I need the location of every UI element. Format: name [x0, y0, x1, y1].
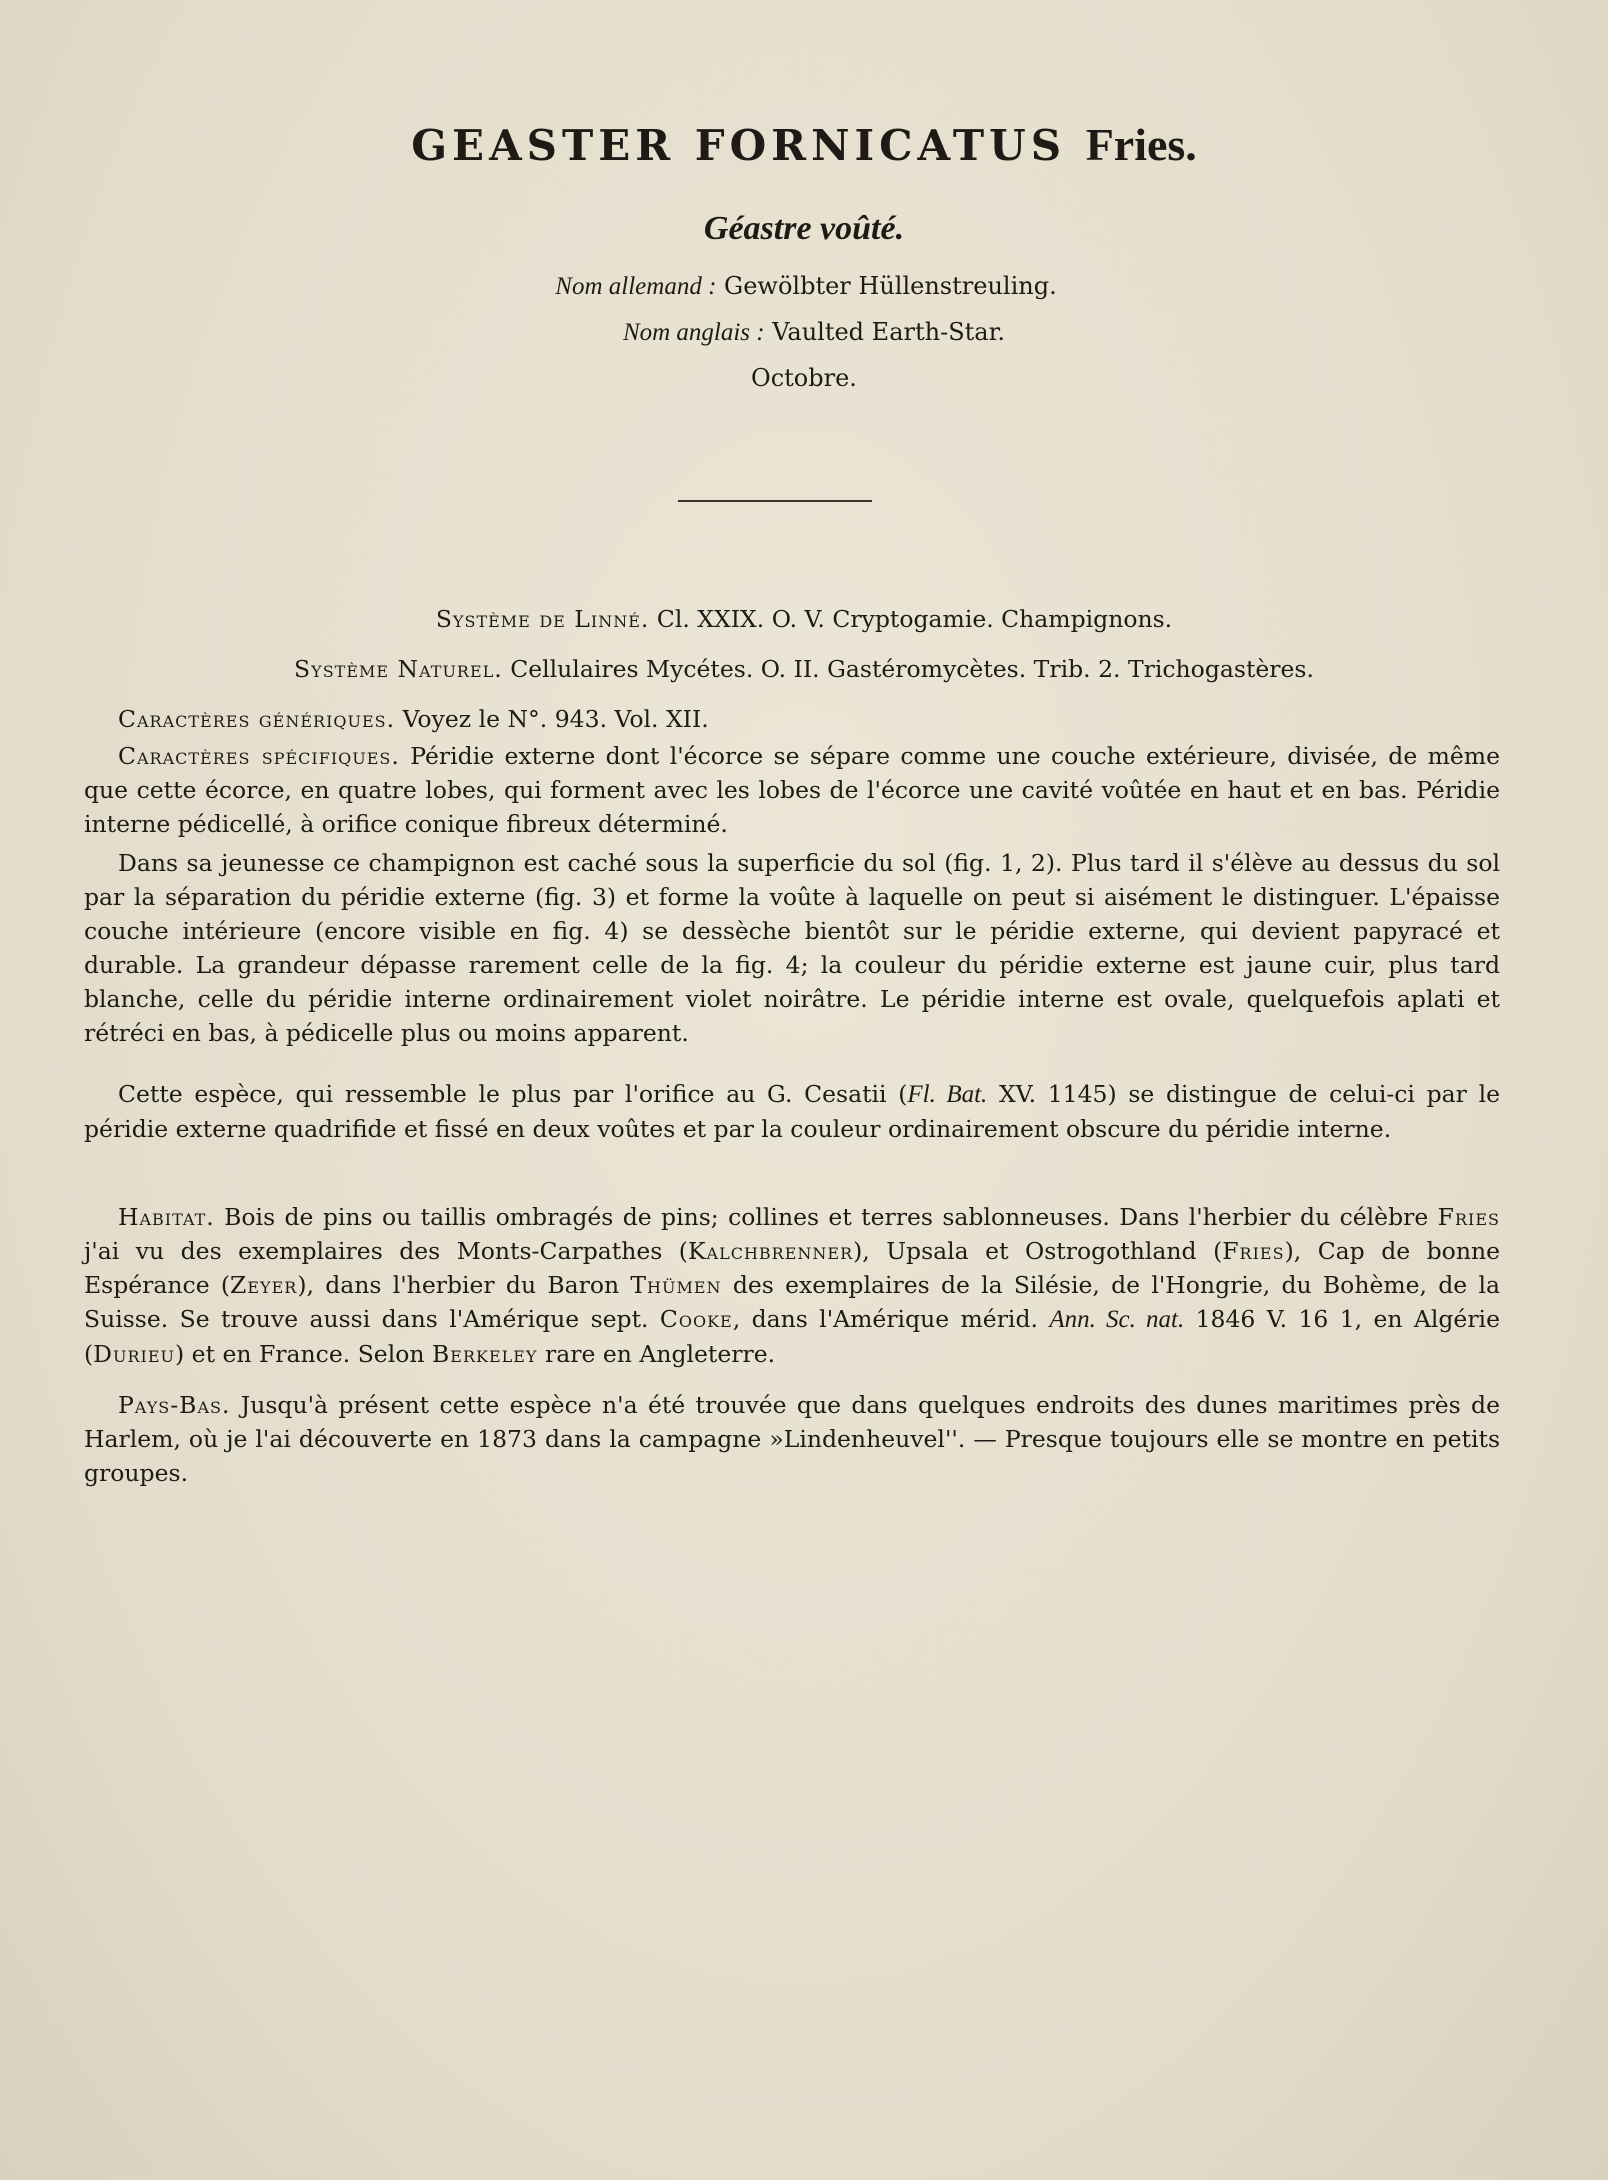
naturel-text: Cellulaires Mycétes. O. II. Gastéromycètes. Trib. 2. Trichogastères.: [510, 655, 1314, 683]
habitat-text-8: 1846 V. 16 1, en Algérie (: [84, 1305, 1500, 1368]
habitat-text-4: ), Cap de bonne Espérance (: [84, 1237, 1500, 1299]
english-name-label: Nom anglais :: [622, 319, 765, 346]
jeunesse-text: Dans sa jeunesse ce champignon est caché sous la superficie du sol (fig. 1, 2). Plus tard il s'élève au dessus du sol par la séparation du péridie externe (fig. 3) et forme la voûte à laquelle on peut si aisément le distinguer. L'épaisse couche intérieure (encore visible en fig. 4) se dessèche bientôt sur le péridie externe, qui devient papyracé et durable. La grandeur dépasse rarement celle de la fig. 4; la couleur du péridie externe est jaune cuir, plus tard blanche, celle du péridie interne ordinairement violet noirâtre. Le péridie interne est ovale, quelquefois aplati et rétréci en bas, à pédicelle plus ou moins apparent.: [84, 849, 1500, 1047]
author-berkeley: Berkeley: [432, 1340, 538, 1368]
author-kalchbrenner: Kalchbrenner: [687, 1237, 854, 1265]
linne-label: Système de Linné.: [435, 605, 650, 633]
natural-system: [200, 652, 1408, 686]
author-durieu: Durieu: [93, 1340, 176, 1368]
habitat-label: Habitat.: [118, 1203, 215, 1231]
habitat-text-10: rare en Angleterre.: [544, 1340, 776, 1368]
annales-reference: Ann. Sc. nat.: [1049, 1306, 1185, 1333]
german-name-label: Nom allemand :: [555, 273, 717, 300]
paysbas-text: Jusqu'à présent cette espèce n'a été trouvée que dans quelques endroits des dunes maritimes près de Harlem, où je l'ai découverte en 1873 dans la campagne »Lindenheuvel''. — Presque toujours elle se montre en petits groupes.: [84, 1391, 1500, 1487]
author-zeyer: Zeyer: [230, 1271, 298, 1299]
habitat-text-5: ), dans l'herbier du Baron: [297, 1271, 620, 1299]
author-fries: Fries: [1437, 1203, 1500, 1231]
french-name: Géastre voûté.: [703, 210, 905, 247]
linne-system: [300, 602, 1308, 636]
comparison-text-2: XV. 1145) se distingue de celui-ci par le péridie externe quadrifide et fissé en deux voûtes et par la couleur ordinairement obscure du péridie interne.: [84, 1080, 1501, 1143]
specifiques-label: Caractères spécifiques.: [118, 742, 400, 770]
author-cooke: Cooke: [659, 1305, 733, 1333]
linne-text: Cl. XXIX. O. V. Cryptogamie. Champignons.: [656, 605, 1173, 633]
habitat-text-6: des exemplaires de la Silésie, de l'Hongrie, du Bohème, de la Suisse. Se trouve aussi dans l'Amérique sept.: [84, 1271, 1500, 1333]
comparison-text-1: Cette espèce, qui ressemble le plus par l'orifice au G. Cesatii (: [118, 1080, 908, 1108]
generiques-text: Voyez le N°. 943. Vol. XII.: [402, 705, 709, 733]
english-name-line: [0, 318, 1608, 347]
habitat-text-3: ), Upsala et Ostrogothland (: [853, 1237, 1223, 1265]
specifiques-text: Péridie externe dont l'écorce se sépare comme une couche extérieure, divisée, de même que cette écorce, en quatre lobes, qui forment avec les lobes de l'écorce une cavité voûtée en haut et en bas. Péridie interne pédicellé, à orifice conique fibreux déterminé.: [84, 742, 1500, 838]
generic-characters: [118, 702, 1498, 736]
habitat-text-9: ) et en France. Selon: [175, 1340, 425, 1368]
page-title: [0, 118, 1608, 171]
author-thumen: Thümen: [630, 1271, 722, 1299]
german-name-line: [0, 272, 1608, 301]
flora-reference: Fl. Bat.: [907, 1081, 988, 1108]
author-fries-2: Fries: [1222, 1237, 1285, 1265]
paysbas-label: Pays-Bas.: [118, 1391, 231, 1419]
english-name: Vaulted Earth-Star.: [772, 318, 1006, 346]
generiques-label: Caractères génériques.: [118, 705, 396, 733]
habitat-section: [84, 1200, 1500, 1371]
german-name: Gewölbter Hüllenstreuling.: [724, 272, 1057, 300]
divider-rule: [678, 500, 872, 502]
specific-characters: [84, 739, 1500, 841]
habitat-text-7: , dans l'Amérique mérid.: [732, 1305, 1038, 1333]
habitat-text-1: Bois de pins ou taillis ombragés de pins; collines et terres sablonneuses. Dans l'herbier du célèbre: [224, 1203, 1429, 1231]
naturel-label: Système Naturel.: [294, 655, 503, 683]
title-species: GEASTER FORNICATUS: [411, 121, 1067, 170]
species-comparison: [84, 1077, 1500, 1146]
habitat-text-2: j'ai vu des exemplaires des Monts-Carpathes (: [84, 1237, 688, 1265]
youth-description: [84, 846, 1500, 1050]
title-author: Fries.: [1085, 119, 1197, 170]
netherlands-section: [84, 1388, 1500, 1490]
month: Octobre.: [751, 364, 857, 392]
